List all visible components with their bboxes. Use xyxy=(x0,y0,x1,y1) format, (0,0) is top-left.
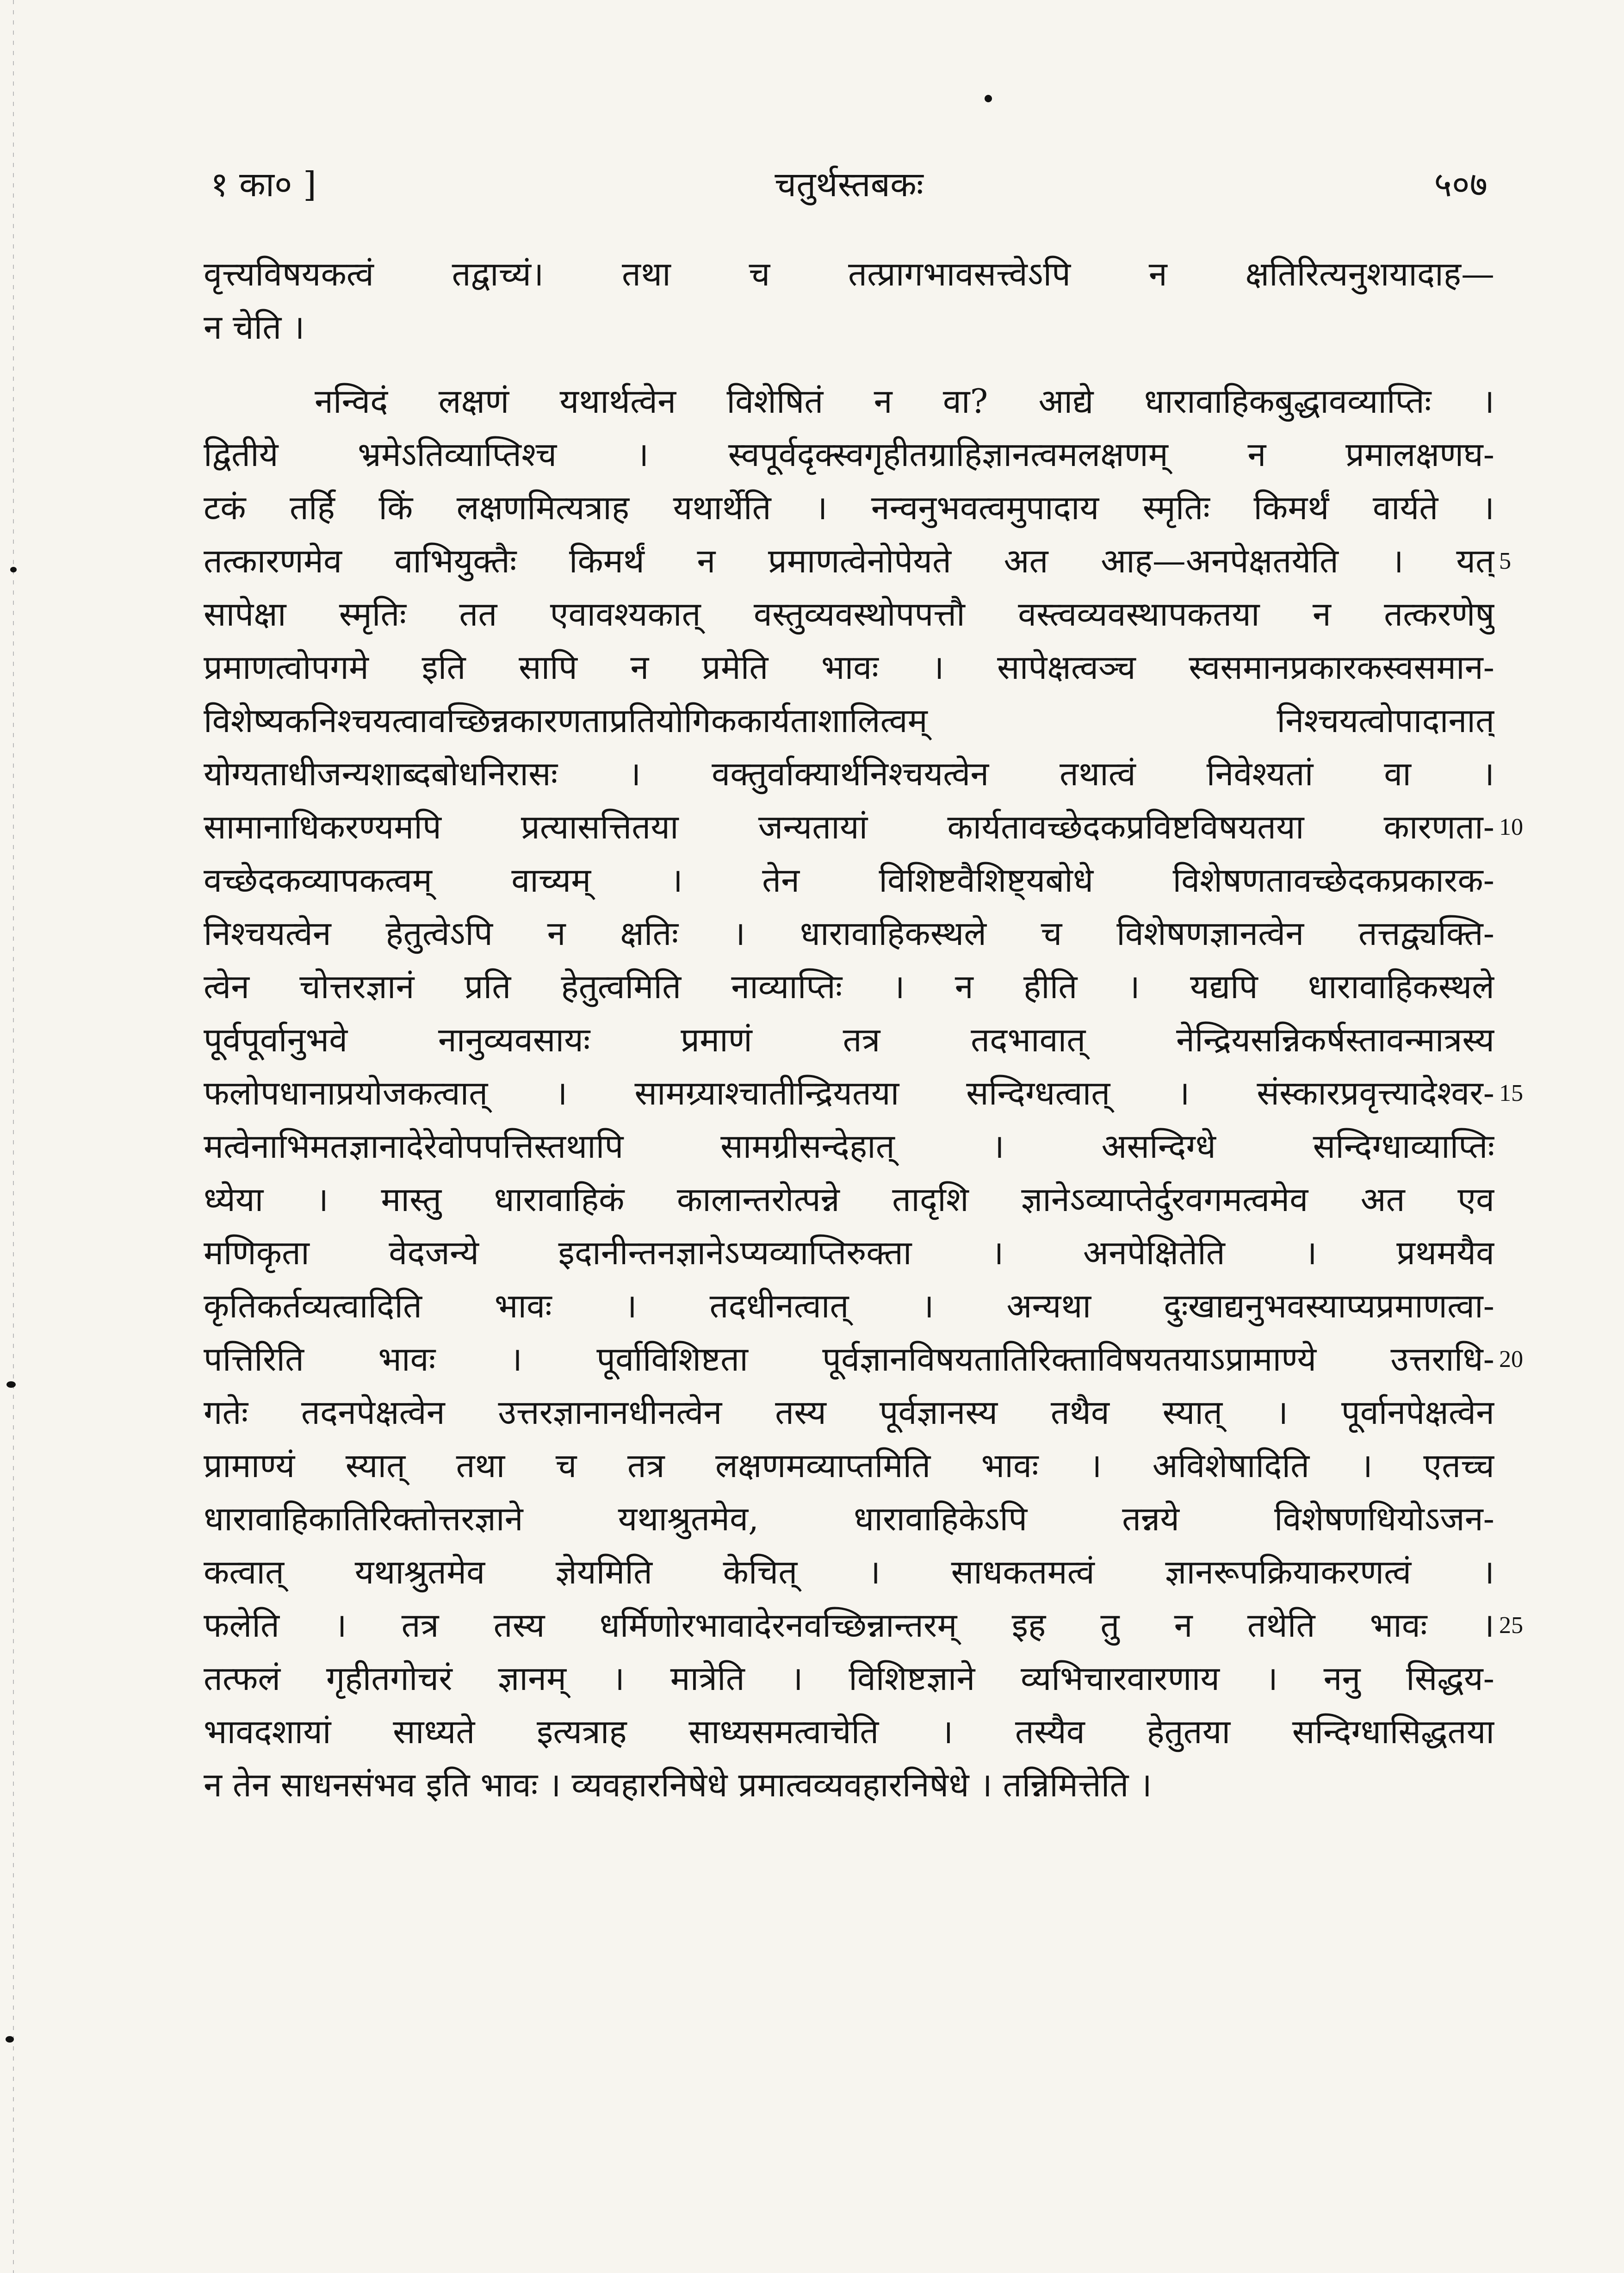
text-line: विशेष्यकनिश्चयत्वावच्छिन्नकारणताप्रतियोगिककार्यताशालित्वम् निश्चयत्वोपादानात् xyxy=(204,701,1494,740)
header-title: चतुर्थस्तबकः xyxy=(775,165,924,205)
ink-speck xyxy=(6,2036,14,2043)
line-number-5: 5 xyxy=(1499,548,1511,574)
text-line: न चेति । xyxy=(204,308,305,347)
line-number-25: 25 xyxy=(1499,1612,1523,1639)
text-line: धारावाहिकातिरिक्तोत्तरज्ञाने यथाश्रुतमेव, धारावाहिकेऽपि तन्नये विशेषणधियोऽजन- xyxy=(204,1499,1494,1538)
text-line: भावदशायां साध्यते इत्यत्राह साध्यसमत्वाचेति । तस्यैव हेतुतया सन्दिग्धासिद्धतया xyxy=(204,1712,1494,1751)
text-line: तत्फलं गृहीतगोचरं ज्ञानम् । मात्रेति । विशिष्टज्ञाने व्यभिचारवारणाय । ननु सिद्धय- xyxy=(204,1659,1494,1698)
line-number-15: 15 xyxy=(1499,1080,1523,1106)
main-text xyxy=(204,248,1494,1812)
text-line: तत्कारणमेव वाभियुक्तैः किमर्थं न प्रमाणत्वेनोपेयते अत आह—अनपेक्षतयेति । यत् xyxy=(204,541,1494,580)
text-line: वच्छेदकव्यापकत्वम् वाच्यम् । तेन विशिष्टवैशिष्ट्यबोधे विशेषणतावच्छेदकप्रकारक- xyxy=(204,861,1494,900)
text-line: टकं तर्हि किं लक्षणमित्यत्राह यथार्थेति । नन्वनुभवत्वमुपादाय स्मृतिः किमर्थं वार्यते । xyxy=(204,488,1494,527)
page-edge-line xyxy=(13,0,14,2273)
text-line: वृत्त्यविषयकत्वं तद्वाच्यं। तथा च तत्प्रागभावसत्त्वेऽपि न क्षतिरित्यनुशयादाह— xyxy=(204,255,1494,293)
ink-speck xyxy=(6,1381,16,1388)
running-header xyxy=(211,160,1488,211)
text-line: त्वेन चोत्तरज्ञानं प्रति हेतुत्वमिति नाव्याप्तिः । न हीति । यद्यपि धारावाहिकस्थले xyxy=(204,967,1494,1006)
text-line: सापेक्षा स्मृतिः तत एवावश्यकात् वस्तुव्यवस्थोपपत्तौ वस्त्वव्यवस्थापकतया न तत्करणेषु xyxy=(204,595,1494,633)
text-line: प्रामाण्यं स्यात् तथा च तत्र लक्षणमव्याप्तमिति भावः । अविशेषादिति । एतच्च xyxy=(204,1446,1494,1485)
text-line: योग्यताधीजन्यशाब्दबोधनिरासः । वक्तुर्वाक्यार्थनिश्चयत्वेन तथात्वं निवेश्यतां वा । xyxy=(204,754,1494,793)
page-number: ५०७ xyxy=(1434,165,1488,205)
ink-speck xyxy=(985,95,992,102)
text-line: मत्वेनाभिमतज्ञानादेरेवोपपत्तिस्तथापि सामग्रीसन्देहात् । असन्दिग्धे सन्दिग्धाव्याप्तिः xyxy=(204,1127,1494,1166)
text-line: पूर्वपूर्वानुभवे नानुव्यवसायः प्रमाणं तत्र तदभावात् नेन्द्रियसन्निकर्षस्तावन्मात्रस्य xyxy=(204,1020,1494,1059)
line-number-10: 10 xyxy=(1499,814,1523,840)
text-line: प्रमाणत्वोपगमे इति सापि न प्रमेति भावः । सापेक्षत्वञ्च स्वसमानप्रकारकस्वसमान- xyxy=(204,648,1494,687)
text-line: फलेति । तत्र तस्य धर्मिणोरभावादेरनवच्छिन्नान्तरम् इह तु न तथेति भावः । xyxy=(204,1606,1494,1645)
text-line: निश्चयत्वेन हेतुत्वेऽपि न क्षतिः । धारावाहिकस्थले च विशेषणज्ञानत्वेन तत्तद्व्यक्ति- xyxy=(204,914,1494,953)
text-line: सामानाधिकरण्यमपि प्रत्यासत्तितया जन्यतायां कार्यतावच्छेदकप्रविष्टविषयतया कारणता- xyxy=(204,807,1494,846)
text-line: ध्येया । मास्तु धारावाहिकं कालान्तरोत्पन्ने तादृशि ज्ञानेऽव्याप्तेर्दुरवगमत्वमेव अत एव xyxy=(204,1180,1494,1219)
text-line: फलोपधानाप्रयोजकत्वात् । सामग्र्याश्चातीन्द्रियतया सन्दिग्धत्वात् । संस्कारप्रवृत्त्यादेश्वर- xyxy=(204,1074,1494,1112)
text-line: मणिकृता वेदजन्ये इदानीन्तनज्ञानेऽप्यव्याप्तिरुक्ता । अनपेक्षितेति । प्रथमयैव xyxy=(204,1233,1494,1272)
text-line: पत्तिरिति भावः । पूर्वाविशिष्टता पूर्वज्ञानविषयतातिरिक्ताविषयतयाऽप्रामाण्ये उत्तराधि- xyxy=(204,1340,1494,1379)
text-line: द्वितीये भ्रमेऽतिव्याप्तिश्च । स्वपूर्वदृक्स्वगृहीतग्राहिज्ञानत्वमलक्षणम् न प्रमालक्षणघ- xyxy=(204,435,1494,474)
text-line: न तेन साधनसंभव इति भावः । व्यवहारनिषेधे प्रमात्वव्यवहारनिषेधे । तन्निमित्तेति । xyxy=(204,1765,1152,1804)
text-line: कृतिकर्तव्यत्वादिति भावः । तदधीनत्वात् । अन्यथा दुःखाद्यनुभवस्याप्यप्रमाणत्वा- xyxy=(204,1286,1494,1325)
header-left: १ का० ] xyxy=(211,165,316,205)
text-line: कत्वात् यथाश्रुतमेव ज्ञेयमिति केचित् । साधकतमत्वं ज्ञानरूपक्रियाकरणत्वं । xyxy=(204,1553,1494,1591)
text-line: नन्विदं लक्षणं यथार्थत्वेन विशेषितं न वा? आद्ये धारावाहिकबुद्धावव्याप्तिः । xyxy=(315,382,1494,421)
ink-speck xyxy=(10,567,17,572)
text-line: गतेः तदनपेक्षत्वेन उत्तरज्ञानानधीनत्वेन तस्य पूर्वज्ञानस्य तथैव स्यात् । पूर्वानपेक्षत्वेन xyxy=(204,1393,1494,1432)
line-number-20: 20 xyxy=(1499,1346,1523,1372)
